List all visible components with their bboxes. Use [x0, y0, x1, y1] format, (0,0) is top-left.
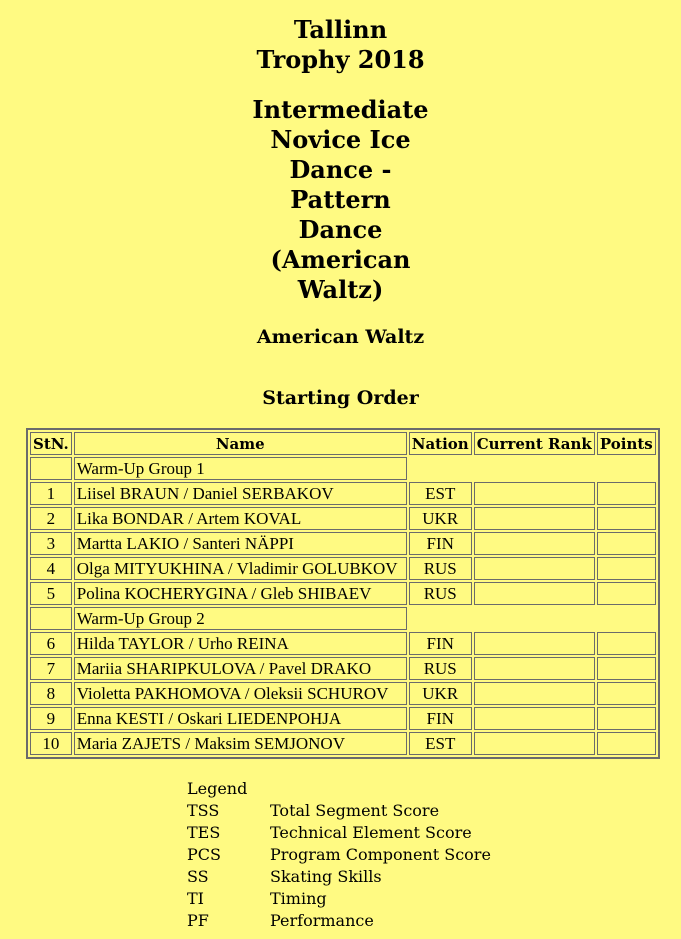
table-row — [30, 707, 656, 730]
cell-stn: 3 — [30, 532, 72, 555]
cell-stn: 2 — [30, 507, 72, 530]
cell-points — [597, 707, 656, 730]
cell-current-rank — [474, 582, 595, 605]
legend-abbr: SS — [187, 867, 209, 886]
legend-item — [187, 800, 491, 822]
cell-stn: 1 — [30, 482, 72, 505]
legend-title: Legend — [187, 779, 248, 798]
cell-nation: FIN — [409, 632, 472, 655]
column-header-current-rank: Current Rank — [474, 432, 595, 455]
cell-nation: EST — [409, 482, 472, 505]
legend-text: Skating Skills — [270, 867, 382, 886]
warmup-group-spacer — [409, 607, 656, 630]
table-row — [30, 632, 656, 655]
cell-points — [597, 732, 656, 755]
legend-item — [187, 844, 491, 866]
event-title — [241, 95, 441, 305]
cell-points — [597, 682, 656, 705]
legend — [187, 778, 491, 932]
event-title-line: Pattern — [290, 185, 391, 214]
cell-points — [597, 557, 656, 580]
table-row — [30, 682, 656, 705]
cell-nation: RUS — [409, 557, 472, 580]
warmup-group-stn-empty — [30, 457, 72, 480]
column-header-nation: Nation — [409, 432, 472, 455]
cell-name: Olga MITYUKHINA / Vladimir GOLUBKOV — [74, 557, 407, 580]
event-title-line: Intermediate — [252, 95, 429, 124]
legend-item — [187, 866, 491, 888]
legend-item — [187, 910, 491, 932]
cell-stn: 7 — [30, 657, 72, 680]
event-title-line: Dance — [298, 215, 383, 244]
cell-current-rank — [474, 532, 595, 555]
legend-text: Technical Element Score — [270, 823, 472, 842]
warmup-group-stn-empty — [30, 607, 72, 630]
warmup-group-row — [30, 607, 656, 630]
cell-current-rank — [474, 732, 595, 755]
cell-nation: FIN — [409, 707, 472, 730]
cell-name: Lika BONDAR / Artem KOVAL — [74, 507, 407, 530]
legend-abbr: TI — [187, 889, 204, 908]
warmup-group-label: Warm-Up Group 1 — [74, 457, 407, 480]
cell-name: Hilda TAYLOR / Urho REINA — [74, 632, 407, 655]
cell-stn: 10 — [30, 732, 72, 755]
column-header-points: Points — [597, 432, 656, 455]
cell-name: Violetta PAKHOMOVA / Oleksii SCHUROV — [74, 682, 407, 705]
cell-name: Martta LAKIO / Santeri NÄPPI — [74, 532, 407, 555]
table-row — [30, 557, 656, 580]
section-title: Starting Order — [262, 387, 419, 409]
cell-current-rank — [474, 507, 595, 530]
event-title-line: Waltz) — [297, 275, 384, 304]
cell-points — [597, 632, 656, 655]
legend-text: Total Segment Score — [270, 801, 440, 820]
cell-current-rank — [474, 482, 595, 505]
cell-nation: UKR — [409, 507, 472, 530]
cell-points — [597, 507, 656, 530]
legend-abbr: TSS — [187, 801, 220, 820]
cell-name: Enna KESTI / Oskari LIEDENPOHJA — [74, 707, 407, 730]
legend-item — [187, 888, 491, 910]
cell-current-rank — [474, 682, 595, 705]
column-header-stn: StN. — [30, 432, 72, 455]
table-row — [30, 507, 656, 530]
cell-name: Maria ZAJETS / Maksim SEMJONOV — [74, 732, 407, 755]
warmup-group-label: Warm-Up Group 2 — [74, 607, 407, 630]
legend-text: Program Component Score — [270, 845, 491, 864]
cell-name: Mariia SHARIPKULOVA / Pavel DRAKO — [74, 657, 407, 680]
cell-name: Liisel BRAUN / Daniel SERBAKOV — [74, 482, 407, 505]
table-row — [30, 732, 656, 755]
legend-text: Timing — [270, 889, 327, 908]
cell-points — [597, 532, 656, 555]
cell-nation: UKR — [409, 682, 472, 705]
cell-stn: 5 — [30, 582, 72, 605]
cell-nation: RUS — [409, 657, 472, 680]
cell-nation: EST — [409, 732, 472, 755]
legend-text: Performance — [270, 911, 374, 930]
cell-stn: 4 — [30, 557, 72, 580]
legend-item — [187, 822, 491, 844]
competition-title — [241, 0, 441, 75]
cell-name: Polina KOCHERYGINA / Gleb SHIBAEV — [74, 582, 407, 605]
column-header-name: Name — [74, 432, 407, 455]
warmup-group-spacer — [409, 457, 656, 480]
legend-abbr: PCS — [187, 845, 221, 864]
legend-abbr: TES — [187, 823, 221, 842]
cell-stn: 8 — [30, 682, 72, 705]
competition-title-line2: Trophy 2018 — [256, 45, 425, 74]
table-header-row — [30, 432, 656, 455]
starting-order-table — [26, 428, 660, 759]
warmup-group-row — [30, 457, 656, 480]
table-row — [30, 582, 656, 605]
cell-current-rank — [474, 707, 595, 730]
table-row — [30, 532, 656, 555]
legend-abbr: PF — [187, 911, 209, 930]
event-title-line: Dance - — [289, 155, 392, 184]
table-row — [30, 657, 656, 680]
cell-nation: RUS — [409, 582, 472, 605]
cell-stn: 6 — [30, 632, 72, 655]
event-title-line: Novice Ice — [270, 125, 411, 154]
cell-current-rank — [474, 557, 595, 580]
cell-points — [597, 482, 656, 505]
competition-title-line1: Tallinn — [293, 15, 388, 44]
cell-current-rank — [474, 657, 595, 680]
segment-title: American Waltz — [256, 326, 425, 348]
cell-current-rank — [474, 632, 595, 655]
table-row — [30, 482, 656, 505]
cell-points — [597, 657, 656, 680]
cell-stn: 9 — [30, 707, 72, 730]
cell-points — [597, 582, 656, 605]
event-title-line: (American — [270, 245, 411, 274]
cell-nation: FIN — [409, 532, 472, 555]
